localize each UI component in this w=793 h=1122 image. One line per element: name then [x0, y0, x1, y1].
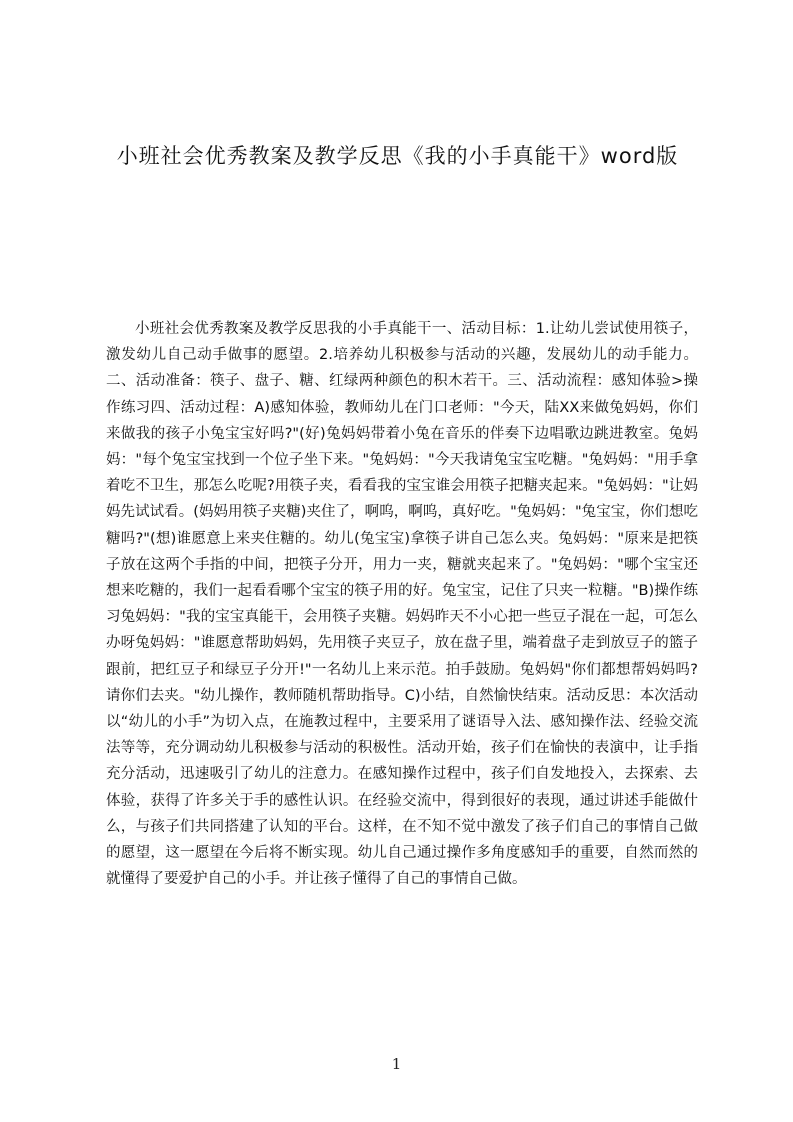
document-title: 小班社会优秀教案及教学反思《我的小手真能干》word版 — [116, 144, 679, 168]
page-number: 1 — [391, 1055, 402, 1073]
document-body: 小班社会优秀教案及教学反思我的小手真能干一、活动目标：1.让幼儿尝试使用筷子，激发幼儿自己动手做事的愿望。2.培养幼儿积极参与活动的兴趣，发展幼儿的动手能力。二、活动准备：筷子、盘子、糖、红绿两种颜色的积木若干。三、活动流程：感知体验>操作练习四、活动过程：A)感知体验，教师幼儿在门口老师："今天，陆XX来做兔妈妈，你们来做我的孩子小兔宝宝好吗?"(好)兔妈妈带着小兔在音乐的伴奏下边唱歌边跳进教室。兔妈妈："每个兔宝宝找到一个位子坐下来。"兔妈妈："今天我请兔宝宝吃糖。"兔妈妈："用手拿着吃不卫生，那怎么吃呢?用筷子夹，看看我的宝宝谁会用筷子把糖夹起来。"兔妈妈："让妈妈先试试看。(妈妈用筷子夹糖)夹住了，啊呜，啊呜，真好吃。"兔妈妈："兔宝宝，你们想吃糖吗?"(想)谁愿意上来夹住糖的。幼儿(兔宝宝)拿筷子讲自己怎么夹。兔妈妈："原来是把筷子放在这两个手指的中间，把筷子分开，用力一夹，糖就夹起来了。"兔妈妈："哪个宝宝还想来吃糖的，我们一起看看哪个宝宝的筷子用的好。兔宝宝，记住了只夹一粒糖。"B)操作练习兔妈妈："我的宝宝真能干，会用筷子夹糖。妈妈昨天不小心把一些豆子混在一起，可怎么办呀兔妈妈："谁愿意帮助妈妈，先用筷子夹豆子，放在盘子里，端着盘子走到放豆子的篮子跟前，把红豆子和绿豆子分开!"一名幼儿上来示范。拍手鼓励。兔妈妈"你们都想帮妈妈吗?请你们去夹。"幼儿操作，教师随机帮助指导。C)小结，自然愉快结束。活动反思：本次活动以“幼儿的小手”为切入点，在施教过程中，主要采用了谜语导入法、感知操作法、经验交流法等等，充分调动幼儿积极参与活动的积极性。活动开始，孩子们在愉快的表演中，让手指充分活动，迅速吸引了幼儿的注意力。在感知操作过程中，孩子们自发地投入，去探索、去体验，获得了许多关于手的感性认识。在经验交流中，得到很好的表现，通过讲述手能做什么，与孩子们共同搭建了认知的平台。这样，在不知不觉中激发了孩子们自己的事情自己做的愿望，这一愿望在今后将不断实现。幼儿自己通过操作多角度感知手的重要，自然而然的就懂得了要爱护自己的小手。并让孩子懂得了自己的事情自己做。 — [106, 321, 698, 888]
